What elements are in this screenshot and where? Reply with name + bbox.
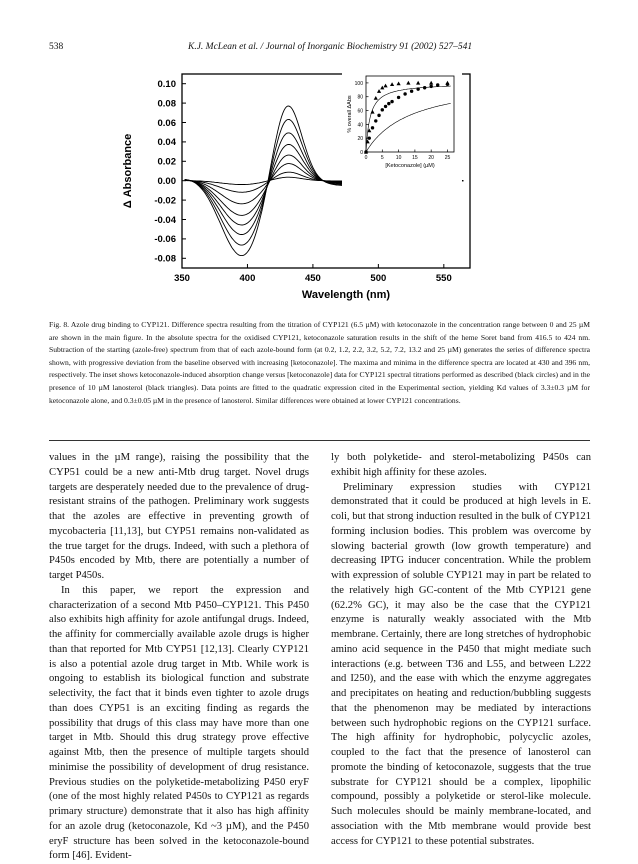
x-axis-title: Wavelength (nm)	[301, 289, 391, 301]
inset-plot	[342, 70, 462, 186]
circle-point	[387, 102, 390, 105]
y-tick-label: 0.10	[157, 79, 176, 90]
x-tick-label: 550	[435, 273, 452, 284]
circle-point	[364, 150, 367, 153]
paragraph: In this paper, we report the expression and characterization of a second Mtb P450–CYP121. This P450 also exhibits high affinity for azole antifungal drugs. Indeed, the affinity for commercially available azole drugs is higher than that reported for Mtb CYP51 [12,13]. Clearly CYP121 is also a potential azole drug target in Mtb. While work is ongoing to establish its biological function and substrate selectivity, the fact that it binds even tighter to azole drugs than does CYP51 is an exciting finding as regards the possibility that drugs of this class may have more than one target in Mtb. Should this drug strategy prove effective against Mtb, then the presence of multiple targets should minimise the possibility of development of drug resistance. Previous studies on the polyketide-metabolizing P450 eryF (one of the most highly related P450s to CYP121 as regards primary structure) demonstrate that it also has high affinity for an azole drug (ketoconazole, Kd ~3 µM), and the P450 eryF structure has been solved in the ketoconazole-bound form [46]. Evident-	[49, 584, 309, 862]
circle-point	[429, 85, 432, 88]
circle-point	[374, 119, 377, 122]
circle-point	[381, 108, 384, 111]
paragraph: ly both polyketide- and sterol-metabolizing P450s can exhibit high affinity for these azoles.	[331, 452, 591, 478]
circle-point	[371, 126, 374, 129]
inset-y-axis-title: % overall ΔAbs	[347, 95, 353, 133]
x-tick-label: 350	[174, 273, 190, 284]
body-column-right	[331, 451, 591, 849]
y-tick-label: 0.04	[157, 137, 176, 149]
circle-point	[377, 114, 380, 117]
inset-x-tick-label: 20	[428, 155, 434, 161]
y-axis-title: Δ Absorbance	[122, 133, 134, 209]
inset-y-tick-label: 40	[357, 122, 363, 129]
y-tick-label: 0.00	[157, 176, 176, 187]
y-tick-label: -0.08	[154, 253, 176, 265]
paragraph: values in the µM range), raising the possibility that the CYP51 could be a new anti-Mtb drug target. Novel drugs targets are desperately needed due to the prevalence of drug-resistant strains of the pathogen. Preliminary work suggests that the azoles are effective in preventing growth of mycobacteria [11,13], but CYP51 remains non-validated as the true target for the drugs. Indeed, with such a plethora of P450s encoded by Mtb, there are potentially a number of target P450s.	[49, 452, 309, 581]
x-tick-label: 500	[370, 273, 387, 284]
inset-x-tick-label: 15	[412, 155, 418, 161]
body-column-left	[49, 451, 309, 864]
inset-y-tick-label: 100	[354, 80, 363, 87]
running-title: K.J. McLean et al. / Journal of Inorganic Biochemistry 91 (2002) 527–541	[188, 42, 473, 52]
circle-point	[368, 136, 371, 139]
inset-y-tick-label: 20	[357, 136, 363, 143]
circle-point	[436, 83, 439, 86]
x-tick-label: 450	[304, 273, 321, 284]
circle-point	[403, 92, 406, 95]
inset-x-axis-title: [Ketoconazole] (µM)	[385, 163, 435, 169]
circle-point	[384, 105, 387, 108]
circle-point	[416, 87, 419, 90]
inset-y-tick-label: 80	[357, 94, 363, 101]
y-tick-label: 0.08	[157, 98, 176, 110]
figure-caption: Fig. 8. Azole drug binding to CYP121. Difference spectra resulting from the titration of CYP121 (6.5 µM) with ketoconazole in the concentration range between 0 and 25 µM are shown in the main figure. In the absolute spectra for the oxidised CYP121, ketoconazole saturation results in the shift of the heme Soret band from 416.5 to 424 nm. Subtraction of the starting (azole-free) spectrum from that of each azole-bound form (at 0.2, 1.2, 2.2, 3.2, 5.2, 7.2, 13.2 and 25 µM) generates the series of difference spectra shown, with progressive deviation from the baseline observed with increasing [ketoconazole]. The maxima and minima in the difference spectra are located at 430 and 396 nm, respectively. The inset shows ketoconazole-induced absorption change versus [ketoconazole] data for CYP121 spectral titrations performed as described (black circles) and in the presence of 10 µM lanosterol (black triangles). Data points are fitted to the quadratic expression cited in the Experimental section, yielding Kd values of 3.3±0.3 µM for ketoconazole alone, and 0.3±0.05 µM in the presence of lanosterol. Similar differences were obtained at lower CYP121 concentrations.	[49, 320, 590, 405]
circle-point	[446, 83, 449, 86]
circle-point	[390, 100, 393, 103]
circle-point	[423, 86, 426, 89]
paragraph: Preliminary expression studies with CYP121 demonstrated that it could be produced at high levels in E. coli, but that strong induction resulted in the bulk of CYP121 forming inclusion bodies. This problem was overcome by slowing bacterial growth (low growth temperature) and decreasing IPTG inducer concentration. While the problem with expression of soluble CYP121 may in part be related to the relatively high GC-content of the Mtb CYP121 gene (62.2% GC), it may also be the case that the CYP121 enzyme is naturally weakly associated with the Mtb membrane. Certainly, there are long stretches of hydrophobic amino acid sequence in the P450 that might mediate such interactions (e.g. between T36 and L55, and between L222 and I250), and the ease with which the enzyme aggregates and precipitates on heating and reduction/bubbling suggests that the phenomenon may be mediated by interactions between such hydrophobic regions on the CYP121 surface. The high affinity for hydrophobic, polycyclic azoles, coupled to the fact that the presence of lanosterol can promote the binding of ketoconazole, suggests that the true substrate for CYP121 should be a complex, lipophilic compound, possibly a polyketide or sterol-like molecule. Such molecules should be mainly membrane-located, and association with the Mtb membrane would provide best access for CYP121 to these potential substrates.	[331, 481, 591, 847]
y-tick-label: -0.06	[154, 234, 176, 246]
y-tick-label: 0.02	[157, 156, 176, 168]
y-tick-label: 0.06	[157, 117, 176, 129]
circle-point	[410, 90, 413, 93]
inset-x-tick-label: 25	[444, 155, 451, 161]
circle-point	[397, 96, 400, 99]
inset-x-tick-label: 5	[380, 155, 384, 161]
inset-y-tick-label: 0	[360, 150, 363, 156]
y-tick-label: -0.04	[154, 214, 176, 226]
figure-8-chart	[118, 66, 490, 302]
inset-x-tick-label: 10	[395, 155, 402, 161]
section-divider	[49, 440, 590, 441]
inset-y-tick-label: 60	[357, 108, 363, 115]
page-number: 538	[49, 42, 64, 52]
y-tick-label: -0.02	[154, 195, 176, 207]
inset-x-tick-label: 0	[364, 155, 368, 161]
x-tick-label: 400	[239, 273, 256, 284]
